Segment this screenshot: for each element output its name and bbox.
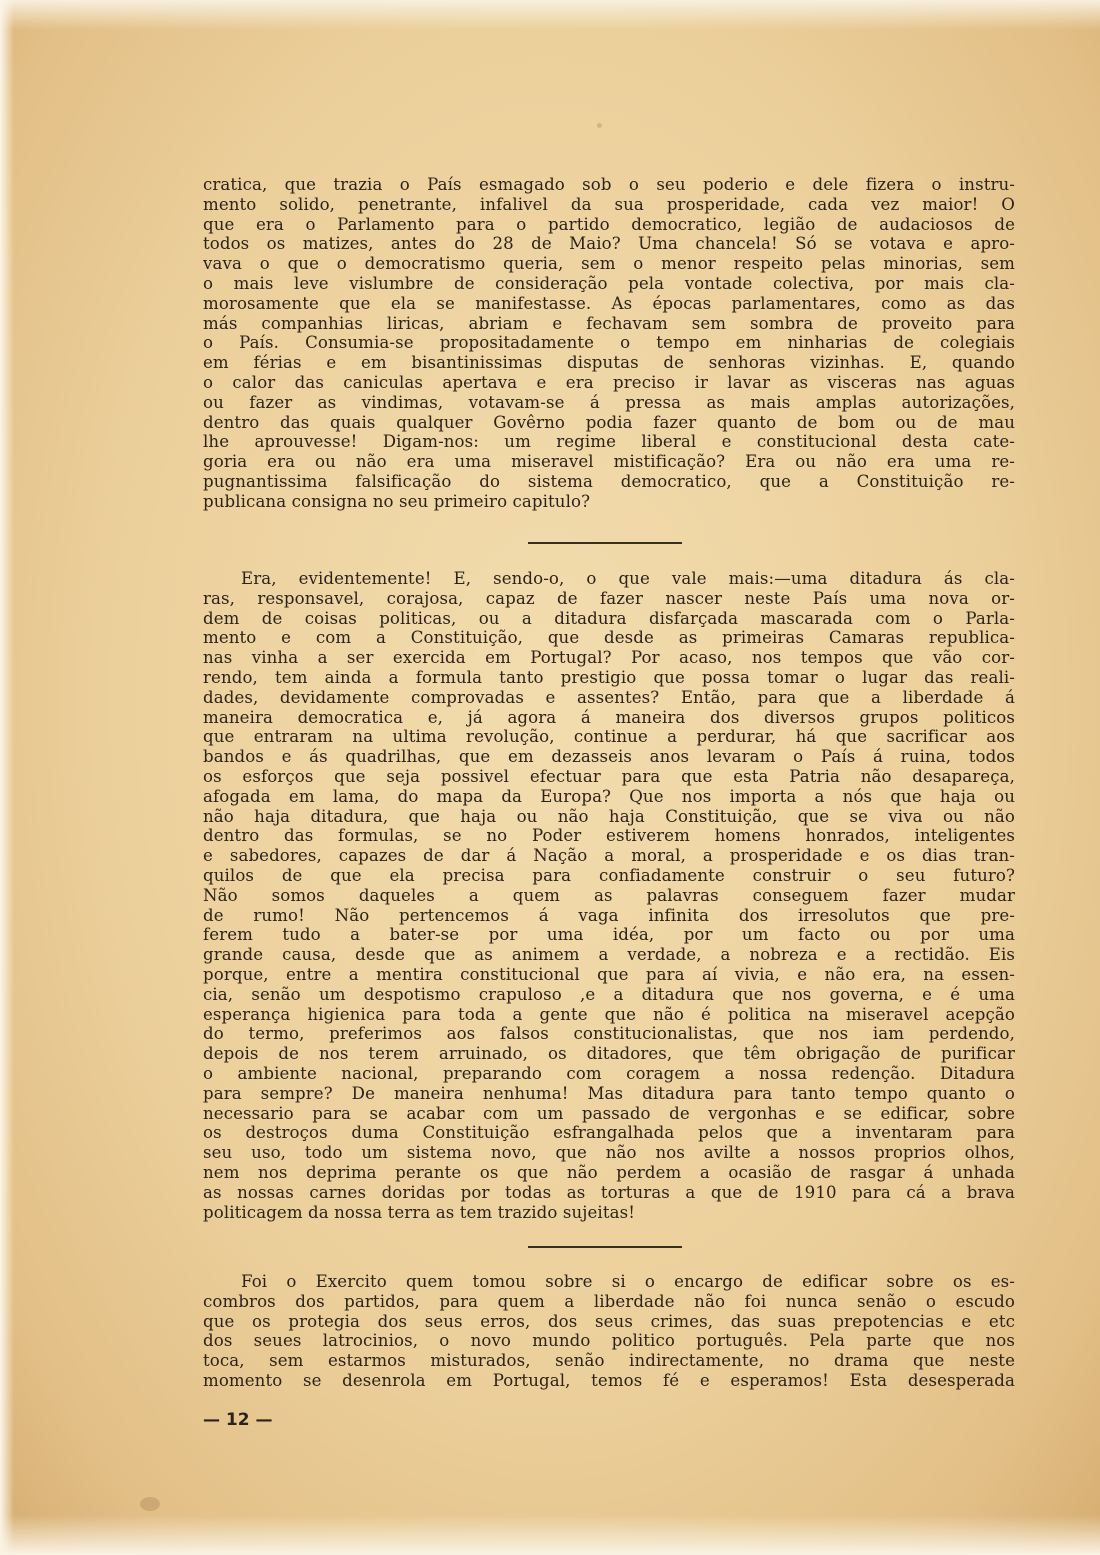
page-number: — 12 —: [203, 1410, 273, 1430]
text-line: os destroços duma Constituição esfrangalhada pelos que a inventaram para: [203, 1123, 1015, 1143]
worn-bottom-edge: [0, 1515, 1100, 1555]
text-line: cia, senão um despotismo crapuloso ,e a ditadura que nos governa, e é uma: [203, 984, 1015, 1004]
paragraph-1: [203, 175, 1015, 512]
text-line: o calor das caniculas apertava e era preciso ir lavar as visceras nas aguas: [203, 372, 1015, 392]
text-line: porque, entre a mentira constitucional que para aí vivia, e não era, na essen-: [203, 964, 1015, 984]
text-line: ras, responsavel, corajosa, capaz de fazer nascer neste País uma nova or-: [203, 588, 1015, 608]
text-line: rendo, tem ainda a formula tanto prestigio que possa tomar o lugar das reali-: [203, 667, 1015, 687]
paragraph-3: [203, 1272, 1015, 1391]
text-line: cratica, que trazia o País esmagado sob o seu poderio e dele fizera o instru-: [203, 175, 1015, 194]
text-line: o País. Consumia-se propositadamente o tempo em ninharias de colegiais: [203, 333, 1015, 353]
text-line: Foi o Exercito quem tomou sobre si o encargo de edificar sobre os es-: [241, 1272, 1015, 1291]
text-line: não haja ditadura, que haja ou não haja Constituição, que se viva ou não: [203, 806, 1015, 826]
text-line: dentro das quais qualquer Govêrno podia fazer quanto de bom ou de mau: [203, 412, 1015, 432]
text-line: grande causa, desde que as animem a verdade, a nobreza e a rectidão. Eis: [203, 945, 1015, 965]
section-divider: [528, 1246, 682, 1248]
text-line: lhe aprouvesse! Digam-nos: um regime liberal e constitucional desta cate-: [203, 432, 1015, 452]
text-line: que entraram na ultima revolução, continue a perdurar, há que sacrificar aos: [203, 727, 1015, 747]
text-line: morosamente que ela se manifestasse. As épocas parlamentares, como as das: [203, 293, 1015, 313]
text-line: vava o que o democratismo queria, sem o menor respeito pelas minorias, sem: [203, 254, 1015, 274]
text-line: que era o Parlamento para o partido democratico, legião de audaciosos de: [203, 214, 1015, 234]
text-line: politicagem da nossa terra as tem trazido sujeitas!: [203, 1202, 635, 1222]
worn-left-edge: [0, 0, 14, 1555]
text-line: ou fazer as vindimas, votavam-se á pressa as mais amplas autorizações,: [203, 392, 1015, 412]
text-line: depois de nos terem arruinado, os ditadores, que têm obrigação de purificar: [203, 1044, 1015, 1064]
text-line: que os protegia dos seus erros, dos seus crimes, das suas prepotencias e etc: [203, 1311, 1015, 1331]
text-line: necessario para se acabar com um passado de vergonhas e se edificar, sobre: [203, 1103, 1015, 1123]
text-line: o ambiente nacional, preparando com coragem a nossa redenção. Ditadura: [203, 1063, 1015, 1083]
text-line: de rumo! Não pertencemos á vaga infinita dos irresolutos que pre-: [203, 905, 1015, 925]
text-line: quilos de que ela precisa para confiadamente construir o seu futuro?: [203, 865, 1015, 885]
text-line: dentro das formulas, se no Poder estiverem homens honrados, inteligentes: [203, 826, 1015, 846]
text-line: para sempre? De maneira nenhuma! Mas ditadura para tanto tempo quanto o: [203, 1083, 1015, 1103]
section-divider: [528, 542, 682, 544]
text-line: mento e com a Constituição, que desde as primeiras Camaras republica-: [203, 628, 1015, 648]
text-line: maneira democratica e, já agora á maneira dos diversos grupos politicos: [203, 707, 1015, 727]
text-line: momento se desenrola em Portugal, temos fé e esperamos! Esta desesperada: [203, 1370, 1015, 1390]
ink-stain: [140, 1497, 160, 1511]
text-line: do termo, preferimos aos falsos constitucionalistas, que nos iam perdendo,: [203, 1024, 1015, 1044]
paragraph-2: [203, 569, 1015, 1222]
text-line: afogada em lama, do mapa da Europa? Que nos importa a nós que haja ou: [203, 786, 1015, 806]
text-line: toca, sem estarmos misturados, senão indirectamente, no drama que neste: [203, 1351, 1015, 1371]
text-line: mento solido, penetrante, infalivel da sua prosperidade, cada vez maior! O: [203, 194, 1015, 214]
text-line: bandos e ás quadrilhas, que em dezasseis anos levaram o País á ruina, todos: [203, 747, 1015, 767]
text-line: esperança higienica para toda a gente que não é politica na miseravel acepção: [203, 1004, 1015, 1024]
text-line: combros dos partidos, para quem a liberdade não foi nunca senão o escudo: [203, 1291, 1015, 1311]
text-line: as nossas carnes doridas por todas as torturas a que de 1910 para cá a brava: [203, 1182, 1015, 1202]
text-line: e sabedores, capazes de dar á Nação a moral, a prosperidade e os dias tran-: [203, 846, 1015, 866]
text-line: Não somos daqueles a quem as palavras conseguem fazer mudar: [203, 885, 1015, 905]
text-line: nem nos deprima perante os que não perdem a ocasião de rasgar á unhada: [203, 1162, 1015, 1182]
text-line: dem de coisas politicas, ou a ditadura disfarçada mascarada com o Parla-: [203, 608, 1015, 628]
text-line: todos os matizes, antes do 28 de Maio? Uma chancela! Só se votava e apro-: [203, 234, 1015, 254]
text-line: ferem tudo a bater-se por uma idéa, por um facto ou por uma: [203, 925, 1015, 945]
text-line: dades, devidamente comprovadas e assentes? Então, para que a liberdade á: [203, 687, 1015, 707]
ink-stain: [597, 123, 602, 128]
text-line: más companhias liricas, abriam e fechavam sem sombra de proveito para: [203, 313, 1015, 333]
text-line: goria era ou não era uma miseravel mistificação? Era ou não era uma re-: [203, 452, 1015, 472]
text-line: os esforços que seja possivel efectuar para que esta Patria não desapareça,: [203, 766, 1015, 786]
text-line: pugnantissima falsificação do sistema democratico, que a Constituição re-: [203, 471, 1015, 491]
text-line: publicana consigna no seu primeiro capitulo?: [203, 491, 591, 511]
text-line: o mais leve vislumbre de consideração pela vontade colectiva, por mais cla-: [203, 273, 1015, 293]
text-line: nas vinha a ser exercida em Portugal? Por acaso, nos tempos que vão cor-: [203, 648, 1015, 668]
text-line: seu uso, todo um sistema novo, que não nos avilte a nossos proprios olhos,: [203, 1143, 1015, 1163]
text-line: dos seues latrocinios, o novo mundo politico português. Pela parte que nos: [203, 1331, 1015, 1351]
torn-top-edge: [0, 0, 1100, 30]
text-line: Era, evidentemente! E, sendo-o, o que vale mais:—uma ditadura ás cla-: [241, 569, 1015, 588]
text-line: em férias e em bisantinissimas disputas de senhoras vizinhas. E, quando: [203, 353, 1015, 373]
